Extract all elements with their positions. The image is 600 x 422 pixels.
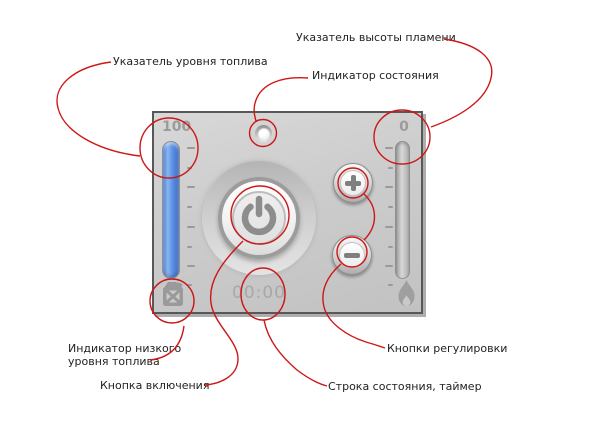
heater-control-panel [152,111,423,314]
plus-icon [340,170,366,196]
status-timer-display: 00:00 [232,283,286,303]
callout-status-indicator: Индикатор состояния [312,69,439,82]
callout-fuel-level: Указатель уровня топлива [113,55,268,68]
callout-low-fuel-line1: Индикатор низкого [68,342,182,355]
fuel-gauge-tick [187,226,195,228]
flame-gauge-tick [385,226,393,228]
flame-gauge-tick [385,186,393,188]
flame-height-gauge [395,141,410,279]
callout-line-flame-height [431,39,492,127]
fuel-gauge-tick [187,265,195,267]
flame-gauge-tick [388,167,393,169]
fuel-can-icon [161,280,185,307]
fuel-gauge-tick [187,206,192,208]
status-indicator-lamp [255,125,272,142]
fuel-gauge-max-value: 100 [162,119,192,135]
power-button[interactable] [218,177,300,259]
fuel-level-gauge [162,141,180,279]
status-indicator-lens [258,128,270,140]
fuel-gauge-tick [187,186,195,188]
flame-gauge-value: 0 [399,119,409,135]
callout-power-button: Кнопка включения [100,379,210,392]
power-button-halo [202,161,316,275]
callout-low-fuel-line2: уровня топлива [68,354,160,368]
callout-flame-height: Указатель высоты пламени [296,31,456,44]
flame-gauge-tick [385,265,393,267]
callout-adjust-buttons: Кнопки регулировки [387,342,508,355]
flame-decrease-button[interactable] [332,235,372,275]
flame-gauge-tick [388,206,393,208]
callout-low-fuel [68,343,181,368]
fuel-gauge-tick [187,147,195,149]
minus-icon [339,242,365,268]
callout-status-line: Строка состояния, таймер [328,380,482,393]
callout-line-fuel-level [57,62,140,156]
flame-gauge-tick [388,246,393,248]
fuel-gauge-tick [187,246,192,248]
callout-line-status-line [264,320,327,386]
flame-gauge-tick [385,147,393,149]
flame-increase-button[interactable] [333,163,373,203]
power-button-face [232,191,286,245]
fuel-gauge-tick [187,167,192,169]
power-icon [236,195,282,241]
flame-gauge-tick [388,284,393,286]
fuel-gauge-tick [187,284,192,286]
flame-icon [396,280,417,307]
